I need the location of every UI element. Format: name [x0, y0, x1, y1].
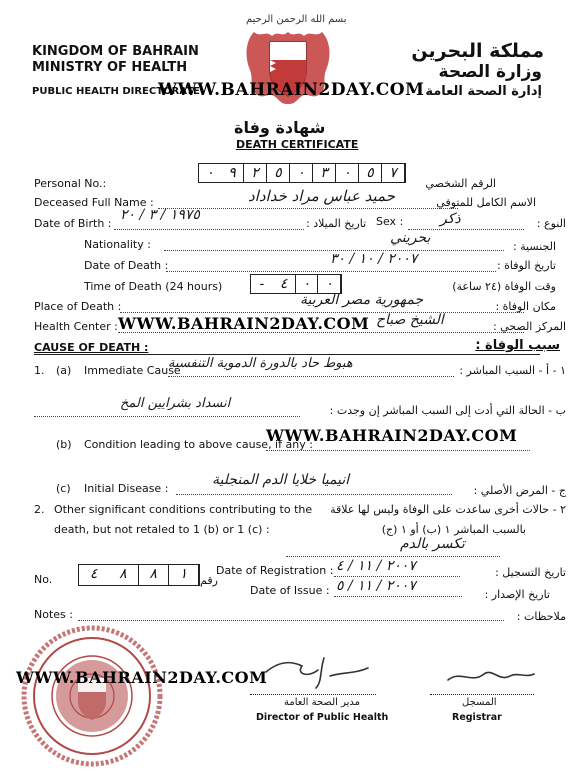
directorate-en: PUBLIC HEALTH DIRECTORATE: [32, 86, 200, 97]
reg-date-label: Date of Registration :: [216, 564, 334, 577]
personal-digit: ٣: [313, 164, 336, 182]
reg-digit: ٨: [139, 565, 169, 585]
c-ar: ج - المرض الأصلي :: [473, 484, 566, 497]
watermark-lower: WWW.BAHRAIN2DAY.COM: [266, 426, 518, 445]
item2-ar-2: بالسبب المباشر ١ (ب) أو ١ (ج): [381, 523, 526, 536]
item2-en-2: death, but not retaled to 1 (b) or 1 (c) :: [54, 523, 270, 536]
c-en: Initial Disease :: [84, 482, 169, 495]
registrar-signature-icon: [440, 662, 540, 692]
b-label: (b): [56, 438, 72, 451]
ministry-ar: وزارة الصحة: [438, 62, 542, 82]
sex-value: ذكر: [440, 211, 461, 227]
health-center-label-ar: المركز الصحي :: [492, 320, 566, 333]
registrar-title-en: Registrar: [452, 712, 502, 723]
item2-ar-1: ٢ - حالات أخرى ساعدت على الوفاة وليس لها علاقة: [330, 503, 566, 516]
death-date-value: ٢٠٠٧ / ١٠ / ٣٠: [330, 251, 418, 267]
a-value: هبوط حاد بالدورة الدموية التنفسية: [168, 356, 353, 371]
health-center-label: Health Center :: [34, 320, 118, 333]
nationality-value: بحريني: [390, 230, 431, 246]
sex-label: Sex :: [376, 215, 404, 228]
time-cell: ٠: [318, 275, 341, 293]
issue-date-value: ٢٠٠٧ / ١١ / ٥: [336, 578, 416, 594]
personal-no-boxes: [198, 163, 406, 183]
directorate-ar: إدارة الصحة العامة: [425, 84, 542, 99]
name-label-ar: الاسم الكامل للمتوفي: [436, 196, 536, 209]
reg-no-label: No.: [34, 573, 53, 586]
personal-no-label: Personal No.:: [34, 177, 107, 190]
watermark-middle: WWW.BAHRAIN2DAY.COM: [118, 314, 370, 333]
notes-label-ar: ملاحظات :: [516, 610, 566, 623]
ministry-en: MINISTRY OF HEALTH: [32, 60, 188, 75]
reg-date-label-ar: تاريخ التسجيل :: [495, 566, 566, 579]
personal-digit: ٠: [336, 164, 359, 182]
a-ar: ١ - أ - السبب المباشر :: [459, 364, 566, 377]
issue-date-label-ar: تاريخ الإصدار :: [484, 588, 550, 601]
death-time-boxes: [250, 274, 342, 294]
watermark-top: WWW.BAHRAIN2DAY.COM: [158, 80, 425, 100]
reg-digit: ٨: [108, 565, 138, 585]
birth-value: ١٩٧٥ / ٣ / ٢٠: [120, 207, 200, 223]
director-signature-icon: [256, 652, 376, 692]
personal-digit: ٥: [267, 164, 290, 182]
item2-value: تكسر بالدم: [400, 536, 465, 552]
place-label: Place of Death :: [34, 300, 122, 313]
personal-digit: ٩: [221, 164, 244, 182]
place-value: جمهورية مصر العربية: [300, 292, 424, 308]
a-en: Immediate Cause: [84, 364, 181, 377]
reg-no-boxes: [78, 564, 200, 586]
sex-label-ar: النوع :: [536, 217, 566, 230]
name-label: Deceased Full Name :: [34, 196, 154, 209]
reg-no-label-ar: رقم: [200, 574, 218, 587]
nationality-label-ar: الجنسية :: [512, 240, 556, 253]
personal-digit: ٠: [290, 164, 313, 182]
kingdom-en: KINGDOM OF BAHRAIN: [32, 44, 199, 59]
personal-digit: ٠: [206, 165, 214, 181]
reg-date-value: ٢٠٠٧ / ١١ / ٤: [336, 558, 416, 574]
health-center-value: الشيخ صباح: [376, 312, 444, 328]
a-label: (a): [56, 364, 72, 377]
watermark-bottom: WWW.BAHRAIN2DAY.COM: [16, 668, 268, 687]
death-time-label-ar: وقت الوفاة (٢٤ ساعة): [452, 280, 556, 293]
death-date-label-ar: تاريخ الوفاة :: [496, 259, 556, 272]
item1-num: 1.: [34, 364, 45, 377]
title-en: DEATH CERTIFICATE: [236, 138, 359, 151]
cause-heading-en: CAUSE OF DEATH :: [34, 341, 149, 354]
death-date-label: Date of Death :: [84, 259, 169, 272]
basmala: بسم الله الرحمن الرحيم: [246, 14, 347, 25]
personal-digit: ٢: [244, 164, 267, 182]
b-value: انسداد بشرايين المخ: [120, 396, 231, 411]
death-time-label: Time of Death (24 hours): [84, 280, 223, 293]
item2-num: 2.: [34, 503, 45, 516]
b-ar: ب - الحالة التي أدت إلى السبب المباشر إن وجدت :: [329, 404, 566, 417]
c-value: انيميا خلايا الدم المنجلية: [212, 472, 350, 488]
personal-digit: ٧: [382, 164, 405, 182]
nationality-label: Nationality :: [84, 238, 151, 251]
name-value: حميد عباس مراد خداداد: [248, 187, 396, 205]
cause-heading-ar: سبب الوفاة :: [475, 338, 560, 353]
notes-label: Notes :: [34, 608, 73, 621]
birth-label: Date of Birth :: [34, 217, 112, 230]
time-cell: ٤: [273, 275, 296, 293]
director-title-ar: مدير الصحة العامة: [284, 697, 360, 708]
place-label-ar: مكان الوفاة :: [495, 300, 556, 313]
issue-date-label: Date of Issue :: [250, 584, 330, 597]
reg-digit: ١: [169, 565, 199, 585]
personal-digit: ٥: [359, 164, 382, 182]
personal-no-label-ar: الرقم الشخصي: [425, 177, 496, 190]
birth-label-ar: تاريخ الميلاد :: [306, 217, 367, 230]
b-en: Condition leading to above cause, if any :: [84, 438, 313, 451]
reg-digit: ٤: [89, 566, 98, 582]
time-cell: ٠: [296, 275, 319, 293]
time-cell: -: [259, 276, 265, 292]
director-title-en: Director of Public Health: [256, 712, 389, 723]
kingdom-ar: مملكة البحرين: [411, 40, 544, 62]
c-label: (c): [56, 482, 71, 495]
title-ar: شهادة وفاة: [234, 118, 326, 137]
registrar-title-ar: المسجل: [462, 697, 497, 708]
item2-en-1: Other significant conditions contributing to the: [54, 503, 313, 516]
official-stamp-icon: [8, 622, 178, 772]
